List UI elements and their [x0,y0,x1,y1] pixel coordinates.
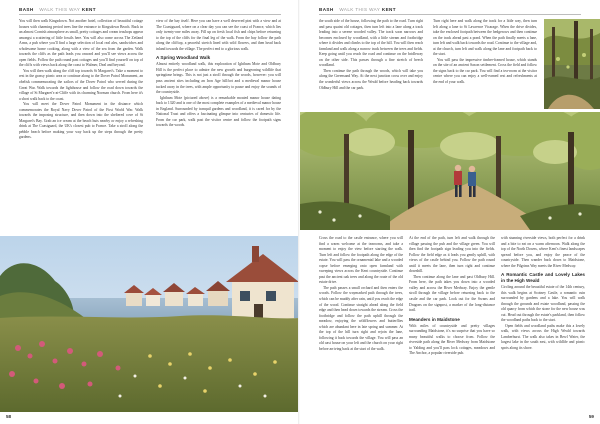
woodland-photo [544,19,600,109]
right-bottom-column-2 [409,236,495,357]
section-label [339,7,396,12]
paragraph: You will meet the Dover Patrol Monument in the distance which commemorates the Royal Navy Dover Patrol of the First World War. Walk towards the imposing structure, and then down into the sheltered cove of St Margaret's Bay. Grab an ice cream at the beach huts nearby or enjoy a refreshing drink at The Coastguard, the UK's closest pub to France. Take a stroll along the pebble beach before making your way back up the steps through the pretty gardens. [19,102,143,140]
section-prefix: WALK THIS WAY [39,7,81,12]
section-heading: A Romantic Castle and Lovely Lakes in the High Weald [501,272,585,283]
section-main: KENT [81,7,96,12]
left-column-2 [156,19,281,129]
right-bottom-column-1 [319,236,403,352]
section-label [39,7,96,12]
right-top-column-2 [433,19,537,86]
section-prefix: WALK THIS WAY [339,7,381,12]
paragraph: The path passes a small orchard and then enters the woods. Follow the waymarked path through the trees, which can be muddy after rain, until you reach the edge of the wood. Continue straight ahead along the field edge and then head down towards the stream. Cross the footbridge and follow the path uphill through the meadow, enjoying the wildflowers and butterflies which are abundant here in late spring and summer. At the top of the hill turn right and rejoin the lane, following it back towards the village. You will pass an old oast house on your left and the church on your right before arriving back at the start of the walk. [319,285,403,351]
running-head [19,7,96,17]
paragraph: Turn right here and walk along the track for a little way, then turn left along a lane to St Lawrence Vicarage. When the drive divides, take the enclosed footpath between the hedgerows and then continue on the track ahead past a pond. When the path finally meets a lane, turn left and walk back towards the road. Continue to the village and, at the church, turn left and walk along the lane and footpath back to the start. [433,19,537,57]
header-rule [319,14,581,15]
coastal-cottages-photo [0,236,299,412]
paragraph: Ightham Mote (pictured above) is a remarkable moated manor house dating back to 1320 and is one of the most complete examples of a medieval manor house in England. Surrounded by tranquil gardens and woodland, it is cared for by the National Trust and offers a fascinating glimpse into centuries of domestic life. From the car park, walk past the visitor centre and follow the footpath signs towards the woods. [156,95,281,128]
paragraph: Then continue along the lane and past Oldbury Hill. From here, the path takes you down into a wooded valley and across the River Medway. Enjoy the gentle stroll through the village before returning back to the castle and the car park. Look out for the Swans and Dragons on the signpost, a marker of the long-distance trail. [409,274,495,313]
paragraph: With miles of countryside and pretty villages surrounding Maidstone, it's no surprise that you have so many beautiful walks to choose from. Follow the riverside path along the River Medway from Maidstone to Yalding and you'll pass lock cottages, meadows and The Anchor, a popular riverside pub. [409,323,495,356]
paragraph: the south side of the house, following the path to the road. Turn right and pass quaint old cottages, then turn left into a lane along a track leading into a serene wooded valley. The track soon narrows and becomes enclosed by woodland, with a little stream and footbridge where it divides and climbs to the top of the hill. You will then reach farmland and walk along a narrow track between the trees and fields. Keep going until you reach the road and continue on the bridleway on the other side. This passes through a fine stretch of beech woodland. [319,19,423,68]
paragraph: Then continue the path through the woods, which will take you along the Greensand Way. At the next junction cross over and enjoy the wonderful views across the Weald before heading back towards Oldbury Hill and the car park. [319,68,423,90]
paragraph: At the end of the path, turn left and walk through the village passing the pub and the village green. You will then find the footpath sign leading you into the fields. Follow the field edge as it leads you gently uphill, with views of the castle behind you. Follow the path round until it meets the lane, then turn right and continue downhill. [409,236,495,274]
left-column-1 [19,19,143,141]
paragraph: view of the bay itself. Here you can have a well deserved pint with a view and at The Coastguard, where on a clear day you can see the coast of France, which lies only twenty-one miles away. Fill up on fresh local fish and chips before returning to the top of the cliffs for the final leg of the walk. From the bay follow the path along the clifftop, a peaceful stretch lined with wild flowers, and then head back inland towards the village. The perfect end to a glorious walk. [156,19,281,51]
paragraph: You will pass the impressive timber-framed house, which stands on the site of an ancient Saxon settlement. Cross the field and follow the signs back to the car park. You will find a tea-room at the visitor centre where you can enjoy a well-earned rest and refreshments at the end of your walk. [433,57,537,85]
paragraph: Almost entirely woodland walk, this exploration of Ightham Mote and Oldbury Hill is the perfect place to admire the new growth and burgeoning wildlife that springtime brings. This is not just a stroll through the woods, however: you will pass ancient sites including an Iron Age hillfort and a medieval manor house tucked away in the trees, with ample opportunity to pause and enjoy the sounds of the countryside. [156,62,281,95]
paragraph: You will then walk Kingsdown. Not another hotel, collection of beautiful cottage houses with charming period trees line the entrance to Kingsdown Beach. Back in an almost Cornish atmosphere as small, pretty cottages and cream teashops appear amongst a scattering of little fossils here. You will also come across The Zetland Arms, a pub where you'll find a large selection of local real ales, sandwiches and wholesome home cooking, along with a view of the sea from the garden. Walk towards the cliffs as the path leads you onward and you'll see views across the open fields. Follow the path round past cottages and you'll find yourself on top of the cliffs with views back along the coast to Walmer, Deal and beyond. [19,19,143,68]
right-top-column-1 [319,19,423,91]
brand-name: BASH [19,7,34,12]
page-number: 58 [6,414,12,419]
section-heading: A Spring Woodland Walk [156,55,211,61]
section-main: KENT [381,7,396,12]
header-rule [19,14,281,15]
paragraph: Circling around the beautiful estate of the 14th century, this walk begins at Scotney Castle, a romantic ruin surrounded by gardens and a lake. You will walk through the grounds and estate woodland, passing the old quarry from which the stone for the new house was cut. Head out through the estate's parkland, then follow the woodland paths back to the start. [501,284,585,323]
running-head [319,7,396,17]
brand-name: BASH [319,7,334,12]
section-heading: Meanders in Maidstone [409,316,460,322]
page-number: 59 [588,414,594,419]
walkers-woodland-photo [300,112,600,230]
paragraph: Cross the road to the castle entrance, where you will find a warm welcome at the tearooms, and take a moment to enjoy the view before starting the walk. Turn left and follow the footpath along the edge of the estate. You will pass the ornamental lake and a wooded copse before emerging onto open farmland with sweeping views across the Kent countryside. Continue past the ancient oak trees and along the route of the old estate drive. [319,236,403,285]
right-page [300,0,600,424]
paragraph: Open fields and woodland paths make this a lovely walk, with views across the High Weald towards Lamberhurst. The walk also takes in Bewl Water, the largest lake in the south east, with wildlife and picnic spots along its shore. [501,323,585,350]
right-bottom-column-3 [501,236,585,352]
left-page [0,0,299,424]
paragraph: You will then walk along the cliff top towards St Margaret's. Take a moment to rest in the grassy picnic area or continue along to the Dover Patrol Monument, an obelisk commemorating the sailors of the Dover Patrol who served during the Great War. Walk towards the lighthouse and follow the road down towards the village of St Margaret's-at-Cliffe with its charming Norman church. From here it's a short walk back to the coast. [19,68,143,101]
paragraph: with stunning riverside views, both perfect for a drink and a bite to eat on a warm afternoon. Walk along the top of the North Downs, where Kent's finest landscapes spread before you, and enjoy the peace of the countryside. Then wander back down to Maidstone, where the Pilgrims Way meets the River Medway. [501,236,585,268]
